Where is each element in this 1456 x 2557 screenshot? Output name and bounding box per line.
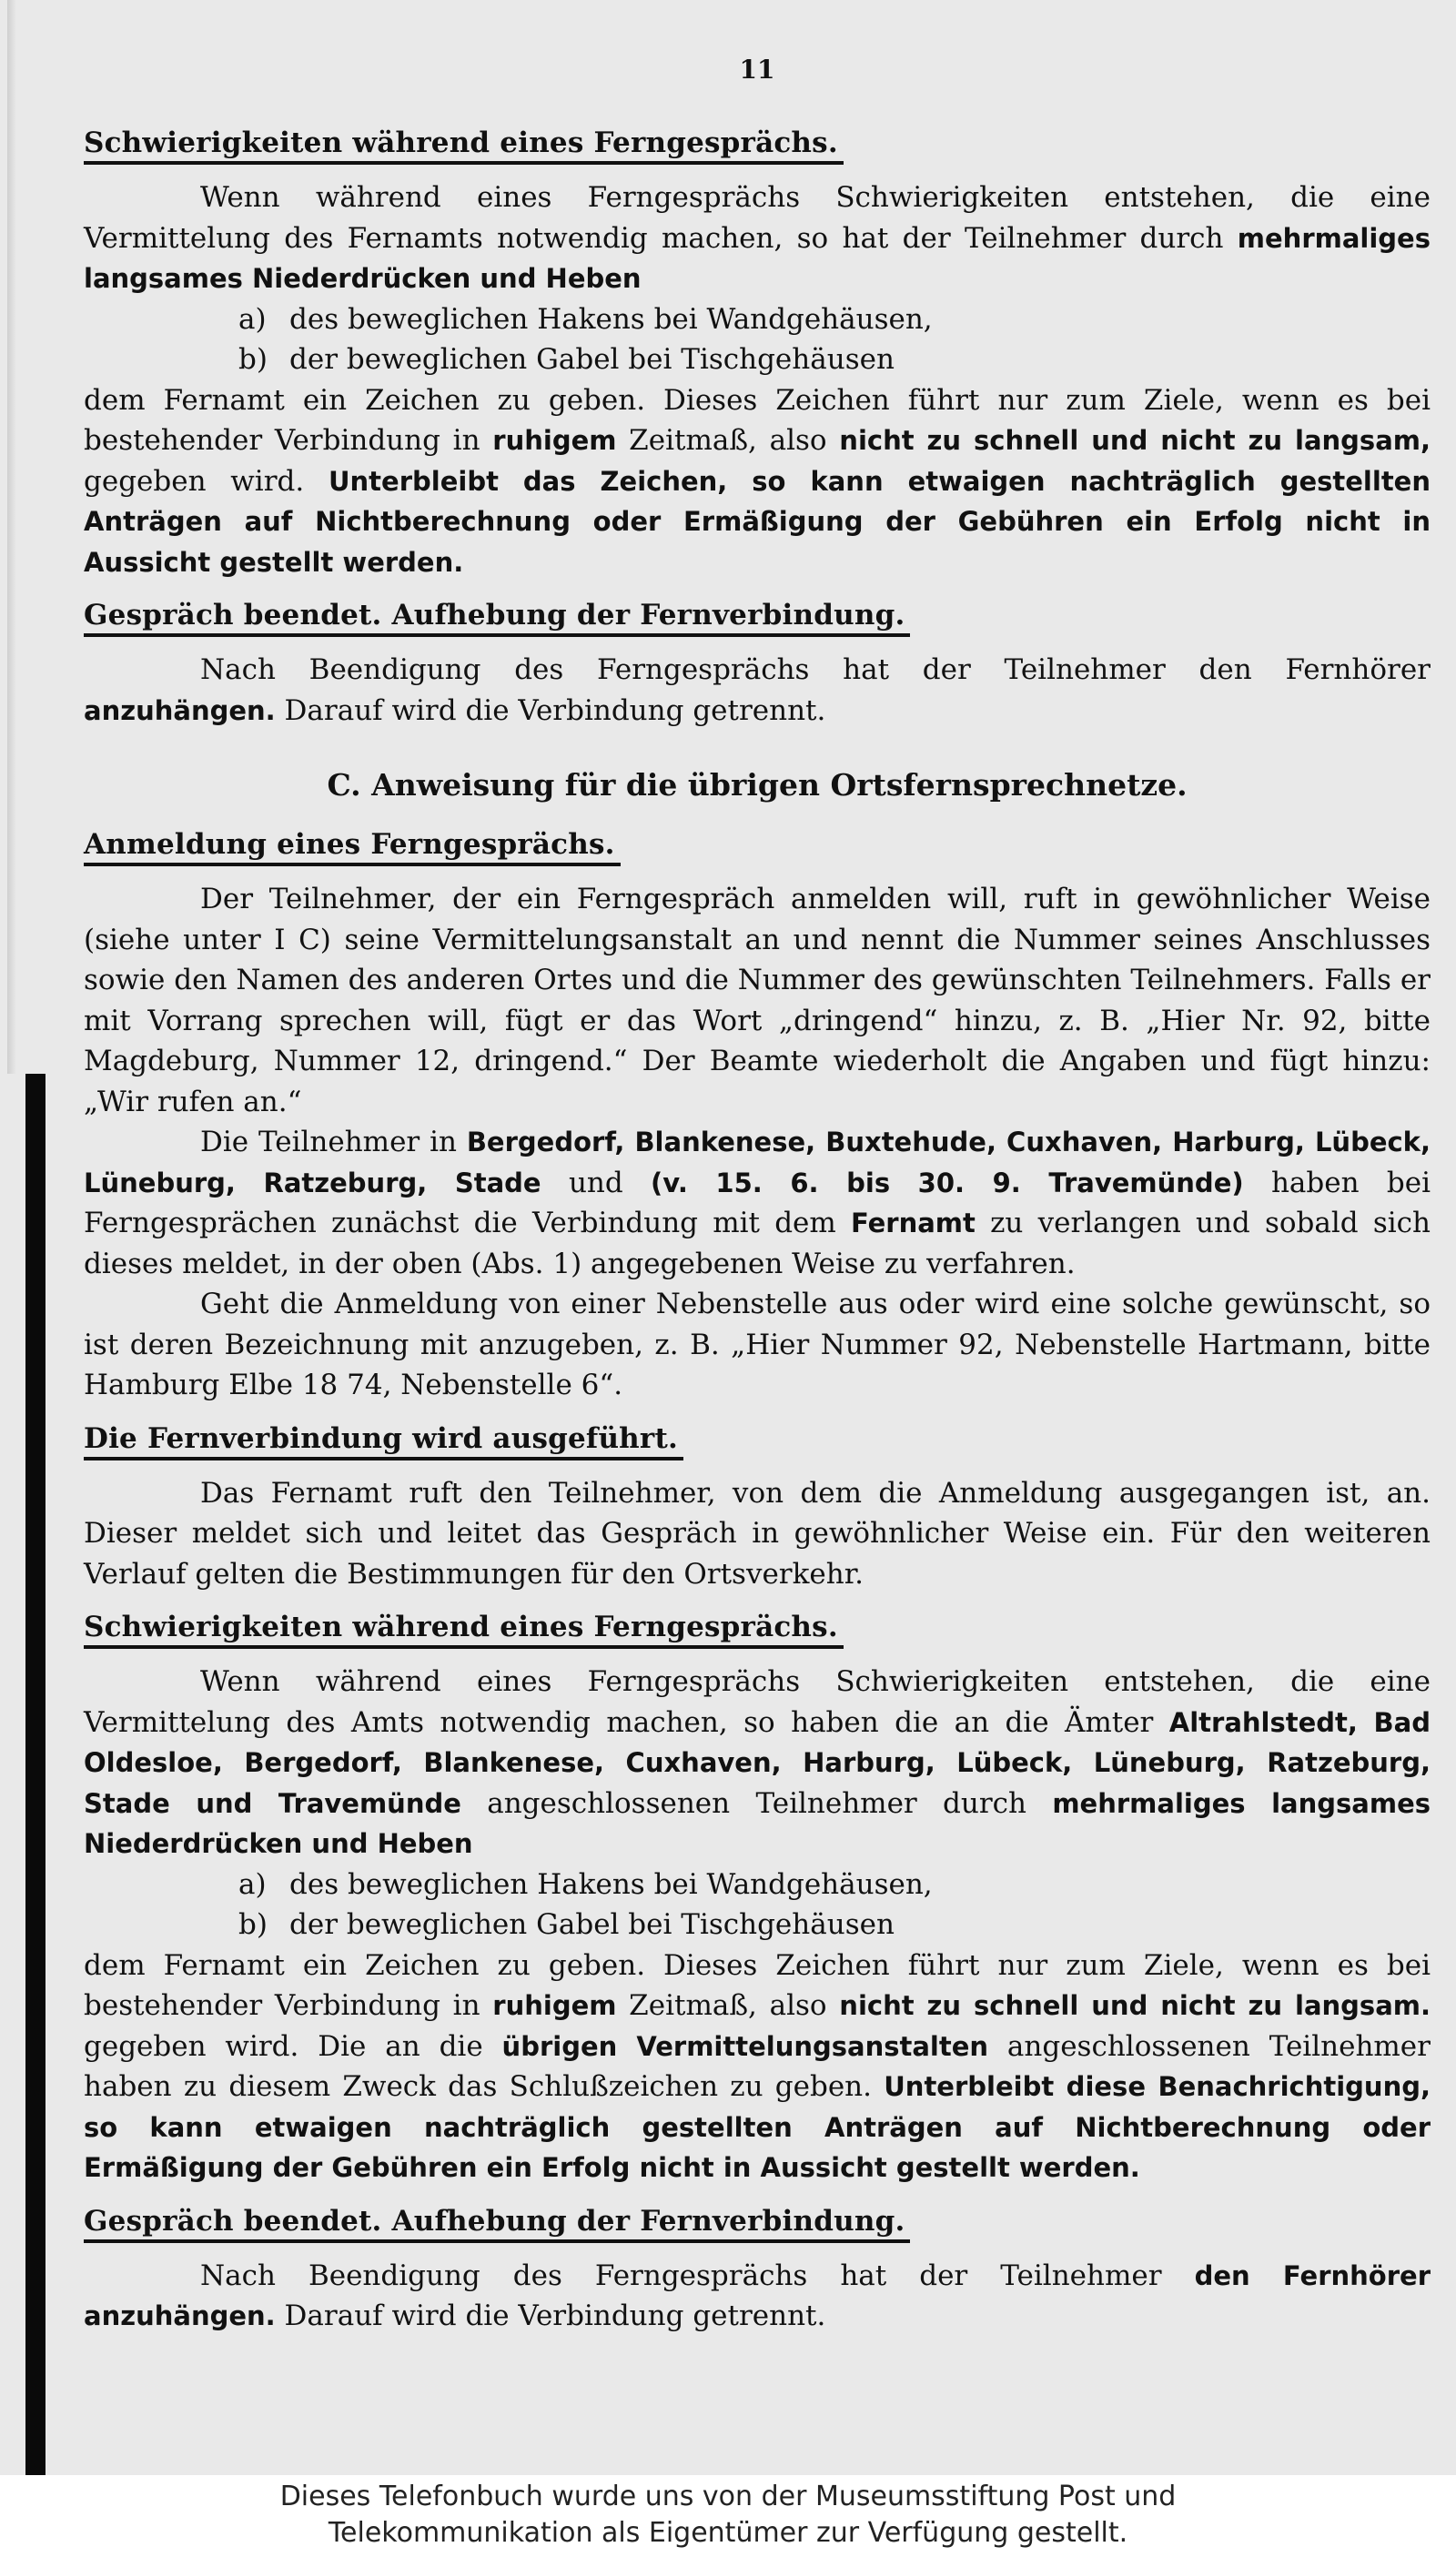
page-content (84, 45, 1431, 2337)
paragraph (84, 380, 1431, 583)
emphasis-text: ruhigem (492, 425, 617, 456)
emphasis-text: Unterbleibt das Zeichen, so kann etwaigen nachträglich gestellten Anträgen auf Nichtberechnung oder Ermäßigung der Gebühren ein Erfolg nicht in Aussicht gestellt werden. (84, 465, 1431, 578)
text-run: dem Fernamt ein Zeichen zu geben. Dieses Zeichen führt nur zum Ziele, wenn es bei bestehender Verbindung in (84, 1948, 1431, 2022)
list-marker: a) (238, 1867, 267, 1901)
section-heading-difficulties-2: Schwierigkeiten während eines Ferngesprächs. (84, 1611, 844, 1649)
emphasis-text: mehrmaliges langsames Niederdrücken und Heben (84, 1787, 1431, 1859)
list-item (84, 299, 1431, 340)
list-item (84, 339, 1431, 380)
paragraph: Geht die Anmeldung von einer Nebenstelle aus oder wird eine solche gewünscht, so ist deren Bezeichnung mit anzugeben, z. B. „Hier Nummer 92, Nebenstelle Hartmann, bitte Hamburg Elbe 18 74, Nebenstelle 6“. (84, 1288, 1431, 1401)
text-run: Wenn während eines Ferngesprächs Schwierigkeiten entstehen, die eine Vermittelung des Fernamts notwendig machen, so hat der Teilnehmer durch (84, 181, 1431, 255)
text-run: dem Fernamt ein Zeichen zu geben. Dieses Zeichen führt nur zum Ziele, wenn es bei bestehender Verbindung in (84, 383, 1431, 457)
emphasis-text: übrigen Vermittelungsanstalten (501, 2030, 989, 2062)
paragraph (84, 177, 1431, 299)
text-run: Die Teilnehmer in (200, 1126, 467, 1158)
footer-line: Telekommunikation als Eigentümer zur Verfügung gestellt. (328, 2517, 1128, 2549)
text-run: gegeben wird. (84, 464, 329, 498)
text-run: und (541, 1166, 652, 1199)
paragraph (84, 1946, 1431, 2188)
text-run: gegeben wird. Die an die (84, 2029, 502, 2063)
list-text: der beweglichen Gabel bei Tischgehäusen (289, 1908, 895, 1941)
text-run: zu verlangen und sobald sich dieses meldet, in der oben (Abs. 1) angegebenen Weise zu verfahren. (84, 1207, 1431, 1280)
text-run: Nach Beendigung des Ferngesprächs hat der Teilnehmer (200, 2259, 1195, 2292)
emphasis-text: anzuhängen. (84, 694, 276, 726)
page-edge-shadow (7, 0, 16, 1074)
emphasis-text: (v. 15. 6. bis 30. 9. Travemünde) (651, 1167, 1244, 1198)
paragraph (84, 1662, 1431, 1865)
list-marker: a) (238, 302, 267, 336)
list-marker: b) (238, 1908, 268, 1941)
emphasis-text: Unterbleibt diese Benachrichtigung, so kann etwaigen nachträglich gestellten Anträgen auf Nichtberechnung oder Ermäßigung der Gebühren ein Erfolg nicht in Aussicht gestellt werden. (84, 2071, 1431, 2183)
paragraph (84, 2256, 1431, 2337)
emphasis-text: nicht zu schnell und nicht zu langsam, (839, 425, 1431, 456)
paragraph: Das Fernamt ruft den Teilnehmer, von dem die Anmeldung ausgegangen ist, an. Dieser meldet sich und leitet das Gespräch in gewöhnlicher Weise ein. Für den weiteren Verlauf gelten die Bestimmungen für den Ortsverkehr. (84, 1476, 1431, 1591)
text-run: haben bei Ferngesprächen zunächst die Verbindung mit dem (84, 1166, 1431, 1239)
section-heading-connection-made: Die Fernverbindung wird ausgeführt. (84, 1422, 683, 1460)
list-text: des beweglichen Hakens bei Wandgehäusen, (289, 1867, 933, 1901)
paragraph: Der Teilnehmer, der ein Ferngespräch anmelden will, ruft in gewöhnlicher Weise (siehe unter I C) seine Vermittelungsanstalt an und nennt die Nummer seines Anschlusses sowie den Namen des anderen Ortes und die Nummer des gewünschten Teilnehmers. Falls er mit Vorrang sprechen will, fügt er das Wort „dringend“ hinzu, z. B. „Hier Nr. 92, bitte Magdeburg, Nummer 12, dringend.“ Der Beamte wiederholt die Angaben und fügt hinzu: „Wir rufen an.“ (84, 883, 1431, 1118)
paragraph (84, 650, 1431, 731)
text-run: angeschlossenen Teilnehmer durch (460, 1786, 1053, 1820)
list-text: der beweglichen Gabel bei Tischgehäusen (289, 343, 895, 376)
section-heading-call-ended-2: Gespräch beendet. Aufhebung der Fernverbindung. (84, 2205, 910, 2243)
page-number: 11 (739, 55, 775, 85)
text-run: Nach Beendigung des Ferngesprächs hat der Teilnehmer den Fernhörer (200, 653, 1431, 686)
emphasis-text: nicht zu schnell und nicht zu langsam. (839, 1990, 1431, 2021)
copyright-footer (0, 2475, 1456, 2557)
emphasis-text: Altrahlstedt, Bad Oldesloe, Bergedorf, Blankenese, Cuxhaven, Harburg, Lübeck, Lüneburg, Ratzeburg, Stade und Travemünde (84, 1706, 1431, 1819)
text-run: angeschlossenen Teilnehmer haben zu diesem Zweck das Schlußzeichen zu geben. (84, 2029, 1431, 2103)
footer-line: Dieses Telefonbuch wurde uns von der Museumsstiftung Post und (279, 2481, 1177, 2512)
emphasis-text: den Fernhörer anzuhängen. (84, 2259, 1431, 2331)
part-title: C. Anweisung für die übrigen Ortsfernsprechnetze. (327, 767, 1188, 803)
binding-spine (25, 1074, 46, 2475)
emphasis-text: mehrmaliges langsames Niederdrücken und Heben (84, 222, 1431, 294)
text-run: Darauf wird die Verbindung getrennt. (275, 2299, 826, 2332)
list-marker: b) (238, 343, 268, 376)
list-item (84, 1905, 1431, 1946)
text-run: Zeitmaß, also (616, 1989, 840, 2022)
emphasis-text: Fernamt (850, 1208, 976, 1238)
list-text: des beweglichen Hakens bei Wandgehäusen, (289, 302, 933, 336)
emphasis-text: ruhigem (492, 1990, 617, 2021)
text-run: Wenn während eines Ferngesprächs Schwierigkeiten entstehen, die eine Vermittelung des Amts notwendig machen, so haben die an die Ämter (84, 1665, 1431, 1739)
section-heading-call-ended: Gespräch beendet. Aufhebung der Fernverbindung. (84, 599, 910, 637)
text-run: Zeitmaß, also (616, 424, 840, 457)
paragraph (84, 1122, 1431, 1284)
section-heading-registration: Anmeldung eines Ferngesprächs. (84, 828, 621, 866)
section-heading-difficulties: Schwierigkeiten während eines Ferngesprächs. (84, 126, 844, 165)
emphasis-text: Bergedorf, Blankenese, Buxtehude, Cuxhaven, Harburg, Lübeck, Lüneburg, Ratzeburg, Stade (84, 1127, 1431, 1198)
text-run: Darauf wird die Verbindung getrennt. (275, 693, 826, 727)
list-item (84, 1865, 1431, 1905)
